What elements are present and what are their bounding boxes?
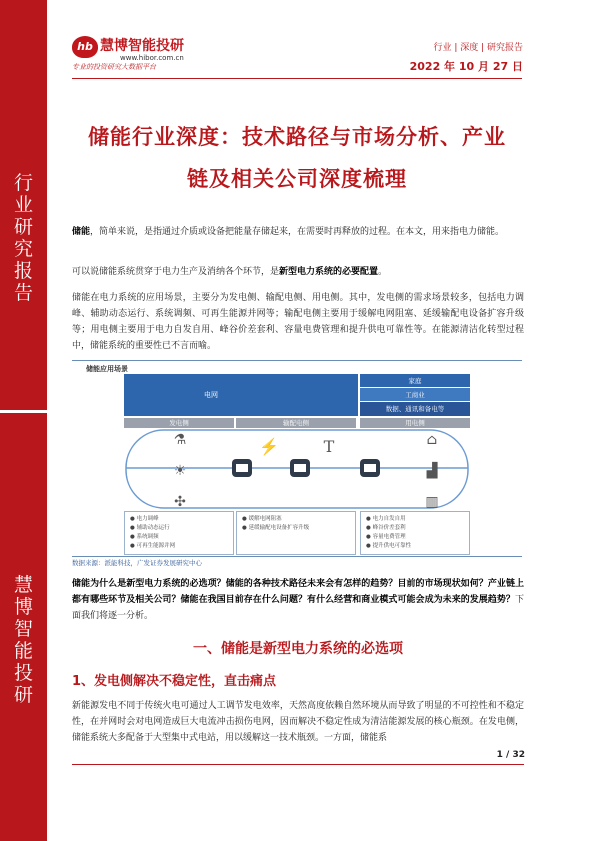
battery-icon (290, 459, 310, 477)
sidebar-char: 研 (13, 216, 33, 238)
bullets-generation (124, 511, 234, 555)
logo-mark-icon: hb (72, 36, 98, 58)
bullet-item: ● 可再生能源并网 (130, 543, 176, 549)
paragraph-1 (72, 224, 524, 240)
p1-text: ，简单来说，是指通过介质或设备把能量存储起来，在需要时再释放的过程。在本文，用来指电力储能。 (90, 227, 505, 237)
logo-url: www.hibor.com.cn (120, 54, 184, 62)
footer-rule (72, 764, 524, 765)
house-icon: ⌂ (426, 432, 438, 448)
bullets-transmission (236, 511, 356, 555)
paragraph-5: 新能源发电不同于传统火电可通过人工调节发电效率，天然高度依赖自然环境从而导致了明显的不可控性和不稳定性，在并网时会对电网造成巨大电流冲击损伤电网，因而解决不稳定性成为清洁能源发展的核心瓶颈。在发电侧，储能系统大多配备于大型集中式电站，用以缓解这一技术瓶颈。一方面，储能系 (72, 701, 524, 743)
battery-icon (360, 459, 380, 477)
paragraph-4 (72, 576, 524, 624)
figure-bottom-rule (72, 556, 522, 557)
power-plant-icon: ⚗ (173, 432, 187, 448)
bullet-item: ● 缓解电网阻塞 (242, 516, 282, 522)
building-icon: ▥ (425, 494, 439, 510)
paragraph-3: 储能在电力系统的应用场景，主要分为发电侧、输配电侧、用电侧。其中，发电侧的需求场景较多，包括电力调峰、辅助动态运行、系统调频、可再生能源并网等；输配电侧主要用于缓解电网阻塞、延缓输配电设备扩容升级等；用电侧主要用于电力自发自用、峰谷价差套利、容量电费管理和提升供电可靠性等。在能源清洁化转型过程中，储能系统的重要性已不言而喻。 (72, 293, 524, 351)
logo-name: 慧博智能投研 (100, 38, 184, 54)
report-date: 2022 年 10 月 27 日 (409, 60, 523, 73)
solar-panel-icon: ☀ (173, 463, 187, 479)
sidebar-char: 告 (13, 282, 33, 304)
header-meta (410, 40, 523, 74)
page-title (72, 116, 522, 200)
sidebar-char: 报 (13, 260, 33, 282)
sidebar (0, 0, 47, 841)
sidebar-char: 能 (13, 640, 33, 662)
user-type-commercial: 工商业 (360, 388, 470, 401)
logo (72, 34, 192, 74)
figure-source: 数据来源：派能科技，广发证券发展研究中心 (72, 559, 202, 567)
page-number: 1 / 32 (496, 750, 525, 760)
user-type-home: 家庭 (360, 374, 470, 387)
sidebar-char: 行 (13, 172, 33, 194)
bullets-consumption (360, 511, 470, 555)
segment-consumption: 用电侧 (360, 418, 470, 428)
sidebar-char: 业 (13, 194, 33, 216)
bullet-item: ● 电力调峰 (130, 516, 159, 522)
sidebar-top-label (0, 172, 47, 304)
factory-icon: ▟ (426, 463, 438, 479)
p2-post: 。 (378, 267, 388, 277)
sidebar-char: 研 (13, 684, 33, 706)
bullet-item: ● 峰谷价差套利 (366, 525, 406, 531)
grid-box (124, 374, 358, 416)
figure-top-rule (72, 360, 522, 361)
grid-label: 电网 (204, 391, 218, 399)
wind-turbine-icon: ✣ (174, 494, 186, 510)
figure-title: 储能应用场景 (86, 365, 128, 373)
sidebar-char: 博 (13, 596, 33, 618)
sidebar-divider (0, 410, 47, 413)
transmission-tower-icon: ⚡ (259, 437, 279, 456)
p2-bold: 新型电力系统的必要配置 (279, 267, 379, 277)
p4-bold: 储能为什么是新型电力系统的必选项？储能的各种技术路径未来会有怎样的趋势？目前的市场现状如何？产业链上都有哪些环节及相关公司？储能在我国目前存在什么问题？有什么经营和商业模式可能会成为未来的发展趋势？ (72, 579, 524, 605)
segment-generation: 发电侧 (124, 418, 234, 428)
paragraph-2 (72, 264, 524, 280)
title-line-2: 链及相关公司深度梳理 (187, 167, 407, 191)
sidebar-char: 智 (13, 618, 33, 640)
user-type-column (360, 374, 470, 416)
bullet-item: ● 电力自发自用 (366, 516, 406, 522)
p1-bold: 储能 (72, 227, 91, 237)
p2-pre: 可以说储能系统贯穿于电力生产及消纳各个环节，是 (72, 267, 280, 277)
sidebar-bottom-label (0, 574, 47, 706)
bullet-item: ● 容量电费管理 (366, 534, 406, 540)
section-heading: 一、储能是新型电力系统的必选项 (193, 641, 403, 657)
title-line-1: 储能行业深度：技术路径与市场分析、产业 (88, 125, 506, 149)
segment-transmission: 输配电侧 (236, 418, 356, 428)
bullet-item: ● 系统调频 (130, 534, 159, 540)
report-tag: 行业 | 深度 | 研究报告 (433, 43, 523, 53)
header-rule (72, 78, 522, 79)
sidebar-char: 投 (13, 662, 33, 684)
sidebar-char: 究 (13, 238, 33, 260)
bullet-item: ● 延缓输配电设备扩容升级 (242, 525, 310, 531)
bullet-item: ● 提升供电可靠性 (366, 543, 412, 549)
figure-application-scenarios (72, 360, 522, 570)
logo-tagline: 专业的投资研究大数据平台 (72, 63, 156, 71)
user-type-datacomm: 数据、通讯和备电等 (360, 402, 470, 416)
bullet-item: ● 辅助动态运行 (130, 525, 170, 531)
subsection-heading: 1、发电侧解决不稳定性，直击痛点 (72, 674, 277, 689)
figure-network-diagram (124, 428, 470, 510)
battery-icon (232, 459, 252, 477)
p4-text: 下面我们将逐一分析。 (72, 595, 524, 621)
sidebar-char: 慧 (13, 574, 33, 596)
utility-pole-icon: T (323, 437, 335, 456)
